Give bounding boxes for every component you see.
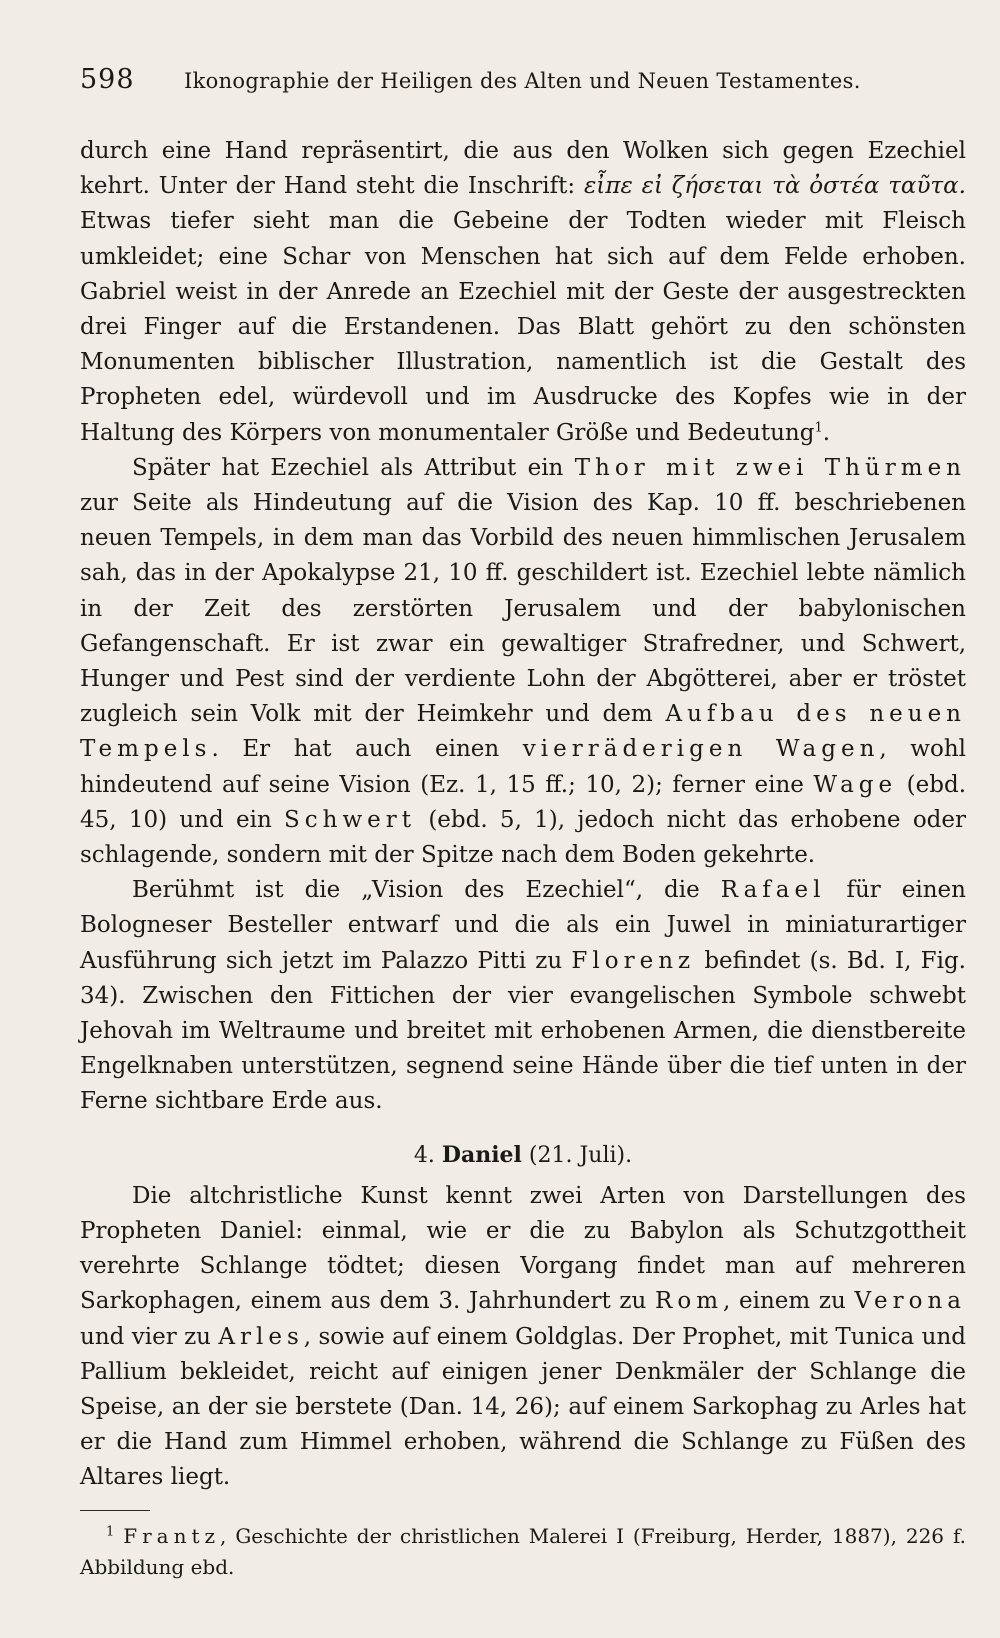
running-title: Ikonographie der Heiligen des Alten und Neuen Testamentes.: [184, 69, 861, 93]
main-text: [80, 134, 966, 1496]
paragraph-vision-rafael: [80, 873, 966, 1119]
text-run: , einem zu: [723, 1288, 855, 1315]
text-run: , wohl hindeutend auf seine Vision (Ez. 1, 15 ff.; 10, 2); ferner eine: [80, 736, 967, 798]
text-run: und vier zu: [80, 1323, 219, 1350]
text-run: durch eine Hand repräsentirt, die aus den Wolken sich gegen Ezechiel kehrt. Unter der Hand steht die Inschrift:: [80, 138, 966, 200]
emphasis-spaced: Rom: [655, 1288, 724, 1315]
section-number: 4.: [413, 1142, 435, 1168]
text-run: für einen Bologneser Besteller entwarf und die als ein Juwel in miniaturartiger Ausführung sich jetzt im Palazzo Pitti zu: [80, 877, 966, 974]
text-run: Später hat Ezechiel als Attribut ein: [132, 454, 575, 481]
emphasis-spaced: Florenz: [571, 947, 696, 974]
text-run: . Er hat auch einen: [211, 736, 523, 763]
text-run: Berühmt ist die „Vision des Ezechiel“, die: [132, 877, 721, 904]
footnote-text: , Geschichte der christlichen Malerei I (Freiburg, Herder, 1887), 226 f. Abbildung ebd.: [80, 1523, 966, 1579]
text-run: zur Seite als Hindeutung auf die Vision des Kap. 10 ff. beschriebenen neuen Tempels, in dem man das Vorbild des neuen himmlischen Jerusalem sah, das in der Apokalypse 21, 10 ff. geschildert ist. Ezechiel lebte nämlich in der Zeit des zerstörten Jerusalem und der babylonischen Gefangenschaft. Er ist zwar ein gewaltiger Strafredner, und Schwert, Hunger und Pest sind der verdiente Lohn der Abgötterei, aber er tröstet zugleich sein Volk mit der Heimkehr und dem: [80, 490, 966, 728]
text-run: Etwas tiefer sieht man die Gebeine der Todten wieder mit Fleisch umkleidet; eine Schar von Menschen hat sich auf dem Felde erhoben. Gabriel weist in der Anrede an Ezechiel mit der Geste der ausgestreckten drei Finger auf die Erstandenen. Das Blatt gehört zu den schönsten Monumenten biblischer Illustration, namentlich ist die Gestalt des Propheten edel, würdevoll und im Ausdrucke des Kopfes wie in der Haltung des Körpers von monumentaler Größe und Bedeutung: [80, 208, 966, 446]
footnote-reference: 1: [814, 419, 823, 435]
footnote-divider: [80, 1510, 150, 1511]
page-number: 598: [80, 64, 135, 95]
paragraph-ezechiel-illustration: [80, 134, 966, 451]
emphasis-spaced: Rafael: [720, 877, 826, 904]
emphasis-spaced: Schwert: [284, 806, 417, 833]
text-run: (ebd. 5, 1), jedoch nicht das erhobene oder schlagende, sondern mit der Spitze nach dem Boden gekehrte.: [80, 806, 966, 869]
emphasis-spaced: Thor mit zwei Thürmen: [574, 454, 966, 481]
text-run: (ebd. 45, 10) und ein: [80, 771, 967, 833]
paragraph-ezechiel-attributes: [80, 451, 966, 873]
section-name: Daniel: [441, 1141, 522, 1168]
text-run: befindet (s. Bd. I, Fig. 34). Zwischen den Fittichen der vier evangelischen Symbole schwebt Jehovah im Weltraume und breitet mit erhobenen Armen, die dienstbereite Engelknaben unterstützen, segnend seine Hände über die tief unten in der Ferne sichtbare Erde aus.: [80, 947, 966, 1115]
emphasis-spaced: Aufbau des neuen Tempels: [80, 701, 966, 763]
emphasis-spaced: vierräderigen Wagen: [522, 736, 880, 763]
section-heading: [80, 1138, 966, 1173]
text-run: , sowie auf einem Goldglas. Der Prophet, mit Tunica und Pallium bekleidet, reicht auf einigen jener Denkmäler der Schlange die Speise, an der sie berstete (Dan. 14, 26); auf einem Sarkophag zu Arles hat er die Hand zum Himmel erhoben, während die Schlange zu Füßen des Altares liegt.: [80, 1323, 966, 1491]
section-date: (21. Juli).: [528, 1142, 633, 1168]
emphasis-spaced: Arles: [218, 1323, 304, 1350]
emphasis-spaced: Verona: [854, 1288, 966, 1315]
greek-inscription: εἶπε εἰ ζήσεται τὰ ὀστέα ταῦτα.: [583, 173, 966, 200]
footnote-marker: 1: [106, 1523, 115, 1539]
text-run: Die altchristliche Kunst kennt zwei Arten von Darstellungen des Propheten Daniel: einmal, wie er die zu Babylon als Schutzgottheit verehrte Schlange tödtet; diesen Vorgang findet man auf mehreren Sarkophagen, einem aus dem 3. Jahrhundert zu: [80, 1182, 966, 1315]
footnote: [80, 1521, 966, 1583]
paragraph-daniel: [80, 1179, 966, 1496]
page-header: [80, 64, 966, 104]
emphasis-spaced: Wage: [813, 771, 898, 798]
footnote-author: Frantz: [123, 1523, 221, 1548]
text-run: .: [822, 419, 831, 446]
